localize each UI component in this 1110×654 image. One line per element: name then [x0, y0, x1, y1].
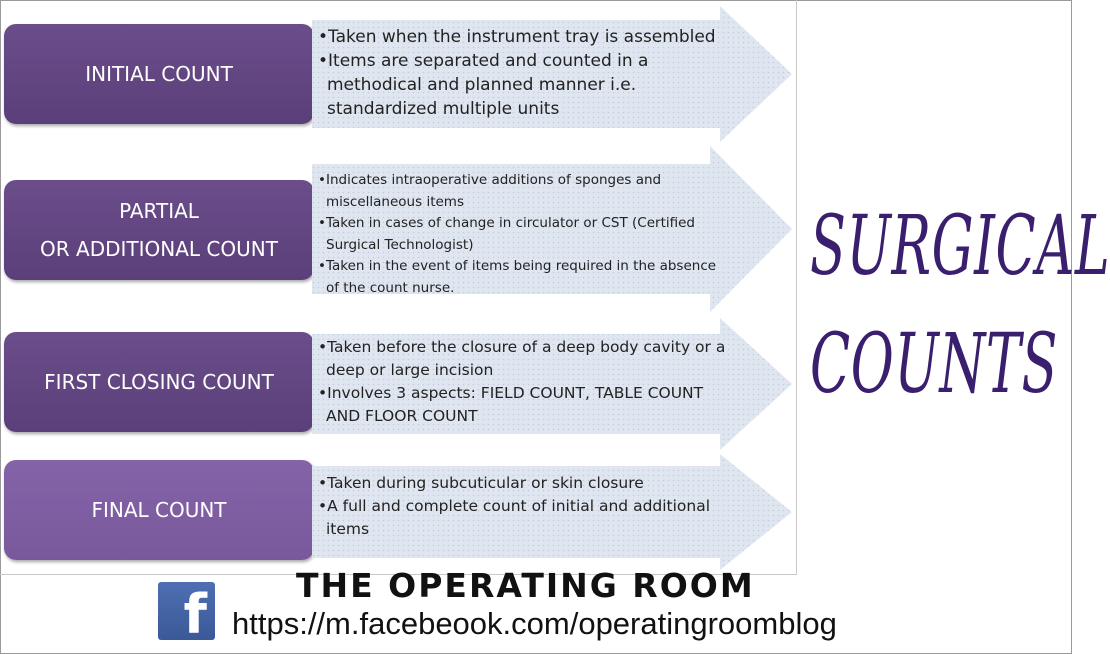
bullet-item: •Items are separated and counted in a methodical and planned manner i.e. standardized multiple units	[318, 51, 649, 119]
partial-count-label	[4, 180, 314, 280]
bullet-item: •A full and complete count of initial and additional items	[318, 497, 711, 538]
bullet-item: •Taken during subcuticular or skin closure	[318, 474, 644, 492]
partial-count-bullets	[318, 170, 718, 299]
facebook-icon[interactable]	[158, 582, 215, 646]
initial-count-label	[4, 24, 314, 124]
bullet-item: •Indicates intraoperative additions of sponges and miscellaneous items	[318, 172, 662, 210]
final-count-bullets	[318, 472, 728, 541]
final-count-label	[4, 460, 314, 560]
bullet-item: •Involves 3 aspects: FIELD COUNT, TABLE COUNT AND FLOOR COUNT	[318, 384, 704, 425]
partial-count-label-line: PARTIAL	[119, 199, 199, 223]
diagram-title	[810, 188, 1110, 424]
brand-name: THE OPERATING ROOM	[296, 566, 755, 605]
title-line: SURGICAL	[810, 199, 1110, 294]
first-closing-count-bullets	[318, 336, 738, 428]
initial-count-bullets	[318, 25, 730, 121]
initial-count-label-line: INITIAL COUNT	[85, 62, 233, 86]
facebook-logo-letter: f	[183, 583, 207, 646]
final-count-label-line: FINAL COUNT	[91, 498, 227, 522]
bullet-item: •Taken before the closure of a deep body cavity or a deep or large incision	[318, 338, 726, 379]
title-line: COUNTS	[810, 317, 1059, 412]
partial-count-label-line: OR ADDITIONAL COUNT	[40, 237, 278, 261]
first-closing-count-label	[4, 332, 314, 432]
bullet-item: •Taken in cases of change in circulator or CST (Certified Surgical Technologist)	[318, 215, 695, 253]
facebook-url-link[interactable]: https://m.facebeook.com/operatingroomblog	[232, 606, 837, 641]
first-closing-count-label-line: FIRST CLOSING COUNT	[44, 370, 274, 394]
bullet-item: •Taken in the event of items being required in the absence of the count nurse.	[318, 258, 717, 296]
bullet-item: •Taken when the instrument tray is assembled	[318, 27, 716, 47]
